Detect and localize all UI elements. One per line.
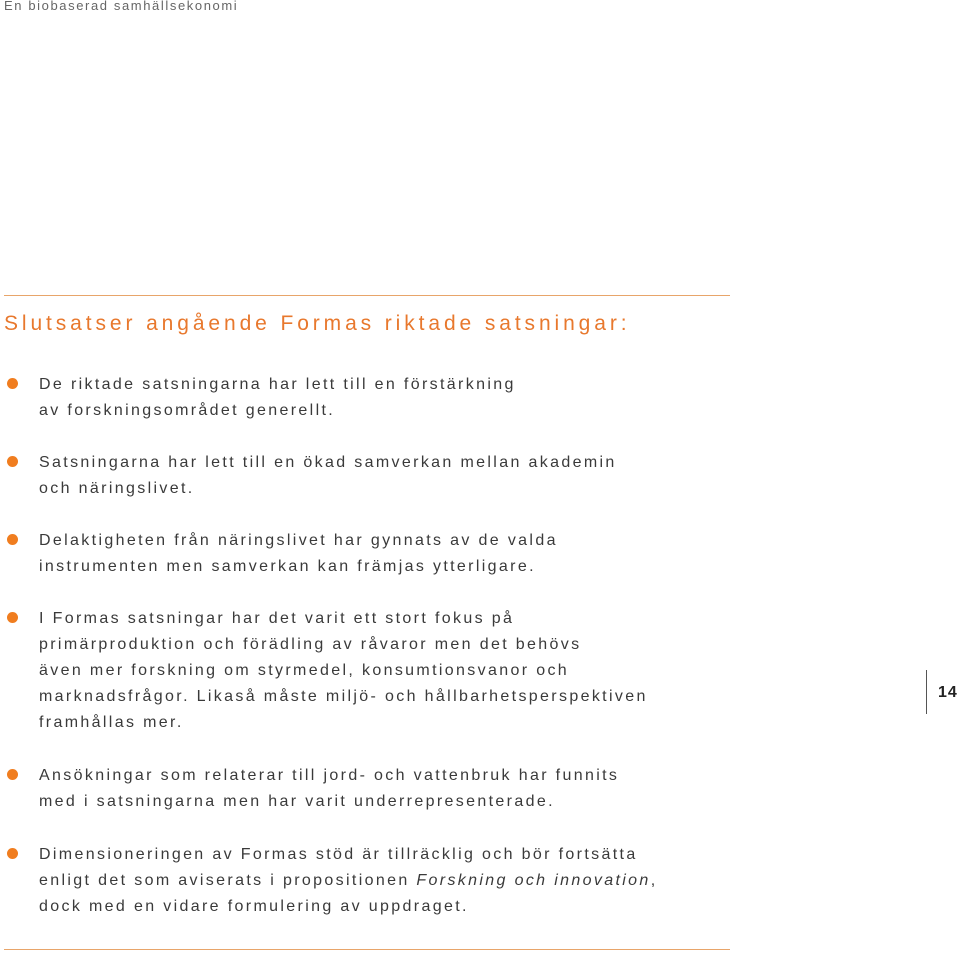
section-title: Slutsatser angående Formas riktade satsningar: [4, 312, 631, 335]
bullet-text: De riktade satsningarna har lett till en förstärkning av forskningsområdet generellt. [39, 376, 516, 419]
bullet-text: Ansökningar som relaterar till jord- och vattenbruk har funnits med i satsningarna men har varit underrepresenterade. [39, 767, 620, 810]
bullet-dot-icon [7, 848, 18, 859]
bullet-text: Satsningarna har lett till en ökad samverkan mellan akademin och näringslivet. [39, 454, 617, 497]
bullet-dot-icon [7, 456, 18, 467]
bullet-text: I Formas satsningar har det varit ett stort fokus på primärproduktion och förädling av råvaror men det behövs även mer forskning om styrmedel, konsumtionsvanor och marknadsfrågor. Likaså måste miljö- och hållbarhetsperspektiven framhållas mer. [39, 610, 648, 731]
bullet-dot-icon [7, 612, 18, 623]
top-divider [4, 295, 730, 296]
bullet-text: Dimensioneringen av Formas stöd är tillräcklig och bör fortsätta enligt det som aviserats i propositionen Forskning och innovation, dock med en vidare formulering av uppdraget. [39, 846, 658, 915]
publication-title: Forskning och innovation [416, 872, 651, 889]
bullet-dot-icon [7, 378, 18, 389]
bullet-text: Delaktigheten från näringslivet har gynnats av de valda instrumenten men samverkan kan främjas ytterligare. [39, 532, 558, 575]
bottom-divider [4, 949, 730, 950]
running-header: En biobaserad samhällsekonomi [4, 0, 239, 13]
page-number: 14 [938, 684, 958, 701]
bullet-dot-icon [7, 534, 18, 545]
page-number-bar [926, 670, 927, 714]
bullet-dot-icon [7, 769, 18, 780]
